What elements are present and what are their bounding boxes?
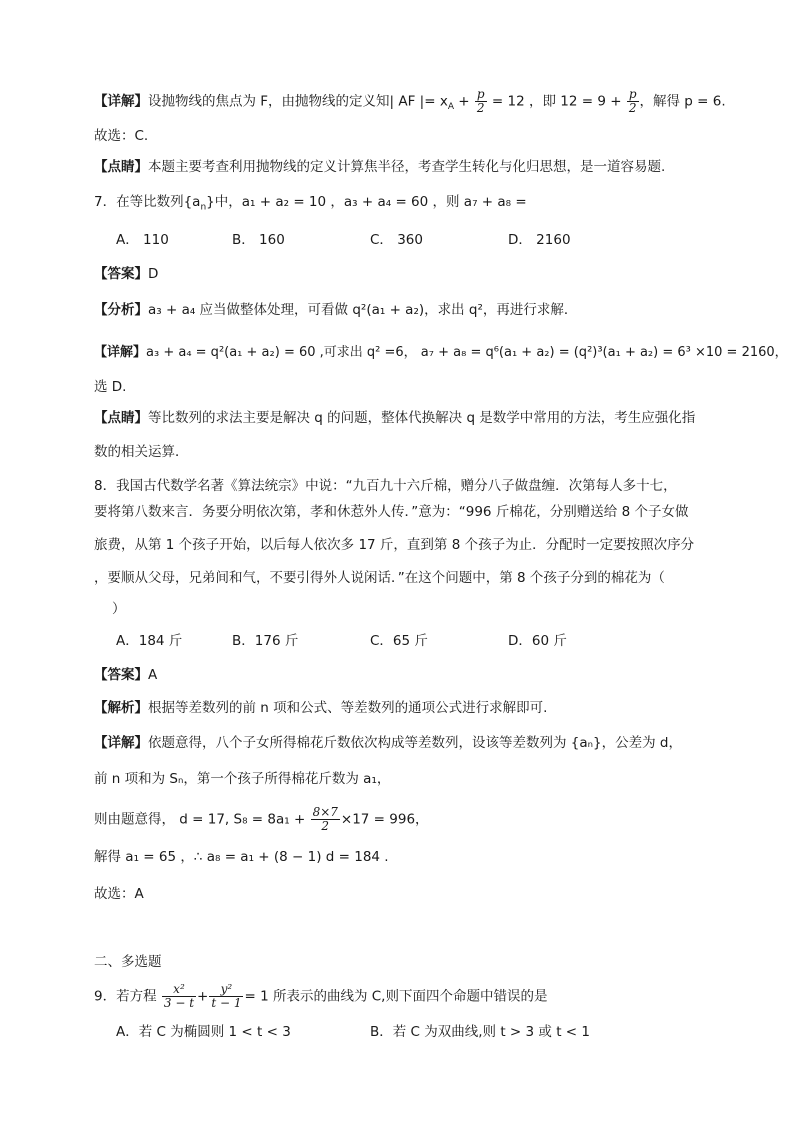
- plus-sign: +: [458, 93, 470, 110]
- equation-end: ，解得 p = 6.: [639, 93, 726, 110]
- detail-7: 【详解】a₃ + a₄ = q²(a₁ + a₂) = 60 ,可求出 q² =6， a₇ + a₈ = q⁶(a₁ + a₂) = (q²)³(a₁ + a₂) = 6³ ×10 = 2160，: [94, 345, 788, 360]
- detail-tag: 【详解】: [94, 93, 148, 110]
- question-8-line-5: ）: [112, 601, 126, 617]
- q7-option-c: C． 360: [370, 232, 423, 248]
- q9-option-b: B．若 C 为双曲线,则 t > 3 或 t < 1: [370, 1024, 590, 1040]
- analysis-7: 【分析】a₃ + a₄ 应当做整体处理，可看做 q²(a₁ + a₂)，求出 q²，再进行求解．: [94, 302, 578, 318]
- explanation-8: 【解析】根据等差数列的前 n 项和公式、等差数列的通项公式进行求解即可.: [94, 700, 548, 716]
- detail-line-6: [94, 88, 726, 117]
- fraction-x2: $\frac{\text{x²}}{3 - t}$: [163, 982, 195, 1010]
- question-8-line-1: 8．我国古代数学名著《算法统宗》中说：“九百九十六斤棉，赠分八子做盘缠．次第每人多十七，: [94, 478, 677, 494]
- detail-text: 设抛物线的焦点为 F，由抛物线的定义知| AF |= x: [148, 93, 448, 110]
- fraction-8x7-over-2: $\frac{8\times 7}{2}$: [312, 805, 338, 833]
- equation-text: = 12 ，即 12 = 9 +: [491, 93, 622, 110]
- question-8-line-3: 旅费，从第 1 个孩子开始，以后每人依次多 17 斤，直到第 8 个孩子为止．分配时一定要按照次序分: [94, 537, 695, 553]
- detail-8-line-1: 【详解】依题意得，八个子女所得棉花斤数依次构成等差数列，设该等差数列为 {aₙ}，公差为 d，: [94, 735, 682, 751]
- comment-7: 【点睛】等比数列的求法主要是解决 q 的问题，整体代换解决 q 是数学中常用的方法，考生应强化指: [94, 410, 696, 426]
- answer-7: 【答案】D: [94, 266, 159, 282]
- q8-option-d: D．60 斤: [508, 633, 567, 649]
- q7-option-a: A． 110: [116, 232, 169, 248]
- question-8-line-2: 要将第八数来言．务要分明依次第，孝和休惹外人传．”意为：“996 斤棉花，分别赠送给 8 个子女做: [94, 504, 689, 520]
- detail-8-line-4: 解得 a₁ = 65 ，∴ a₈ = a₁ + (8 − 1) d = 184 .: [94, 849, 389, 865]
- q9-option-a: A．若 C 为椭圆则 1 < t < 3: [116, 1024, 291, 1040]
- q8-option-c: C．65 斤: [370, 633, 428, 649]
- detail-8-line-5: 故选：A: [94, 886, 144, 902]
- question-7: 7．在等比数列$\{a_n\}$中，a₁ + a₂ = 10 ，a₃ + a₄ = 60 ，则 a₇ + a₈ =: [94, 194, 527, 213]
- q8-option-a: A．184 斤: [116, 633, 183, 649]
- q7-option-d: D． 2160: [508, 232, 571, 248]
- choice-line: 故选：C.: [94, 128, 149, 144]
- detail-8-line-3: 则由题意得， d = 17, S₈ = 8a₁ + $\frac{8\times 7}{2}$ ×17 = 996，: [94, 805, 429, 833]
- detail-8-line-2: 前 n 项和为 Sₙ，第一个孩子所得棉花斤数为 a₁，: [94, 771, 391, 787]
- q7-option-b: B． 160: [232, 232, 285, 248]
- subscript: A: [447, 102, 454, 113]
- fraction-p-over-2-b: $\frac{p}{2}$: [628, 87, 637, 115]
- section-heading: 二、多选题: [94, 954, 162, 970]
- fraction-y2: $\frac{\text{y²}}{t - 1}$: [211, 982, 242, 1010]
- q8-option-b: B．176 斤: [232, 633, 299, 649]
- question-9: 9．若方程 $\frac{\text{x²}}{3 - t}$ + $\frac{\text{y²}}{t - 1}$ = 1 所表示的曲线为 C,则下面四个命题中错误的是: [94, 982, 548, 1010]
- answer-8: 【答案】A: [94, 667, 158, 683]
- detail-7-end: 选 D.: [94, 379, 127, 395]
- comment-7-cont: 数的相关运算．: [94, 444, 189, 460]
- comment-line-6: 【点睛】本题主要考查利用抛物线的定义计算焦半径，考查学生转化与化归思想，是一道容易题.: [94, 159, 666, 175]
- question-8-line-4: ，要顺从父母，兄弟间和气，不要引得外人说闲话．”在这个问题中，第 8 个孩子分到的棉花为（: [94, 570, 665, 586]
- fraction-p-over-2: $\frac{p}{2}$: [476, 87, 485, 115]
